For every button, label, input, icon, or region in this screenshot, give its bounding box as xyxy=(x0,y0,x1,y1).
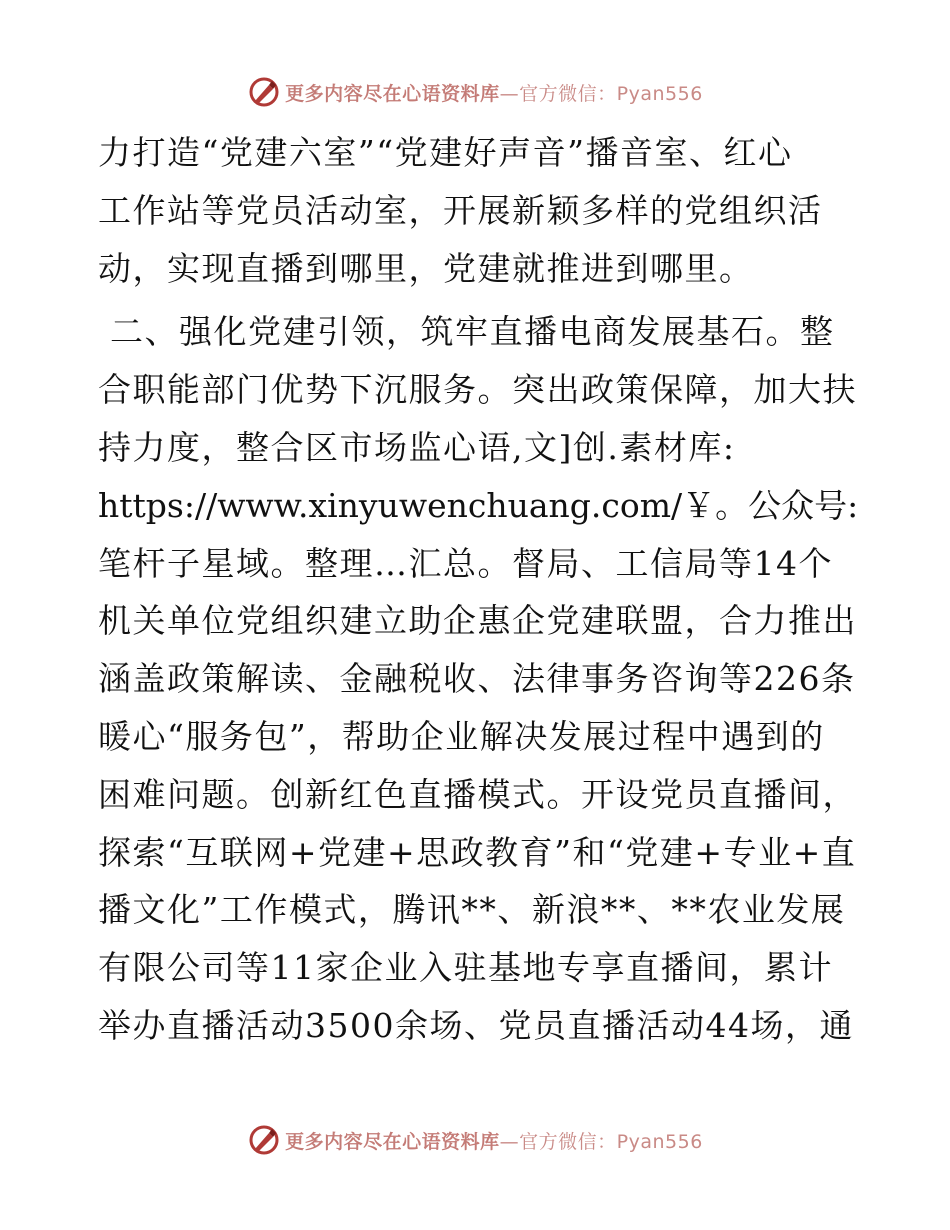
url-line: https://www.xinyuwenchuang.com/￥。公众号: xyxy=(98,485,859,525)
text-line: 举办直播活动3500余场、党员直播活动44场，通 xyxy=(98,1005,854,1045)
text-line: 合职能部门优势下沉服务。突出政策保障，加大扶 xyxy=(98,370,857,410)
text-line: 有限公司等11家企业入驻基地专享直播间，累计 xyxy=(98,948,833,988)
header-banner-strong: 更多内容尽在心语资料库 xyxy=(285,82,500,105)
text-line: 播文化”工作模式，腾讯**、新浪**、**农业发展 xyxy=(98,890,846,930)
text-line: 持力度，整合区市场监心语,文]创.素材库: xyxy=(98,427,736,467)
section-heading-line: 二、强化党建引领，筑牢直播电商发展基石。整 xyxy=(98,312,835,352)
text-line: 力打造“党建六室”“党建好声音”播音室、红心 xyxy=(98,133,793,172)
text-line: 探索“互联网+党建+思政教育”和“党建+专业+直 xyxy=(98,832,857,872)
pen-logo-icon xyxy=(247,75,281,109)
text-line: 困难问题。创新红色直播模式。开设党员直播间， xyxy=(98,774,857,814)
text-line: 涵盖政策解读、金融税收、法律事务咨询等226条 xyxy=(98,659,856,699)
text-line: 工作站等党员活动室，开展新颖多样的党组织活 xyxy=(98,190,823,230)
footer-banner xyxy=(0,1120,950,1160)
footer-banner-rest: —官方微信：Pyan556 xyxy=(499,1130,703,1153)
text-line: 机关单位党组织建立助企惠企党建联盟，合力推出 xyxy=(98,601,857,641)
document-body xyxy=(98,124,858,1055)
text-line: 笔杆子星域。整理…汇总。督局、工信局等14个 xyxy=(98,543,833,583)
footer-banner-strong: 更多内容尽在心语资料库 xyxy=(285,1130,500,1153)
header-banner-text xyxy=(285,79,703,106)
header-banner xyxy=(0,72,950,112)
footer-banner-text xyxy=(285,1127,703,1154)
header-banner-rest: —官方微信：Pyan556 xyxy=(499,82,703,105)
text-line: 动，实现直播到哪里，党建就推进到哪里。 xyxy=(98,248,754,288)
pen-logo-icon xyxy=(247,1123,281,1157)
text-line: 暖心“服务包”，帮助企业解决发展过程中遇到的 xyxy=(98,716,825,756)
